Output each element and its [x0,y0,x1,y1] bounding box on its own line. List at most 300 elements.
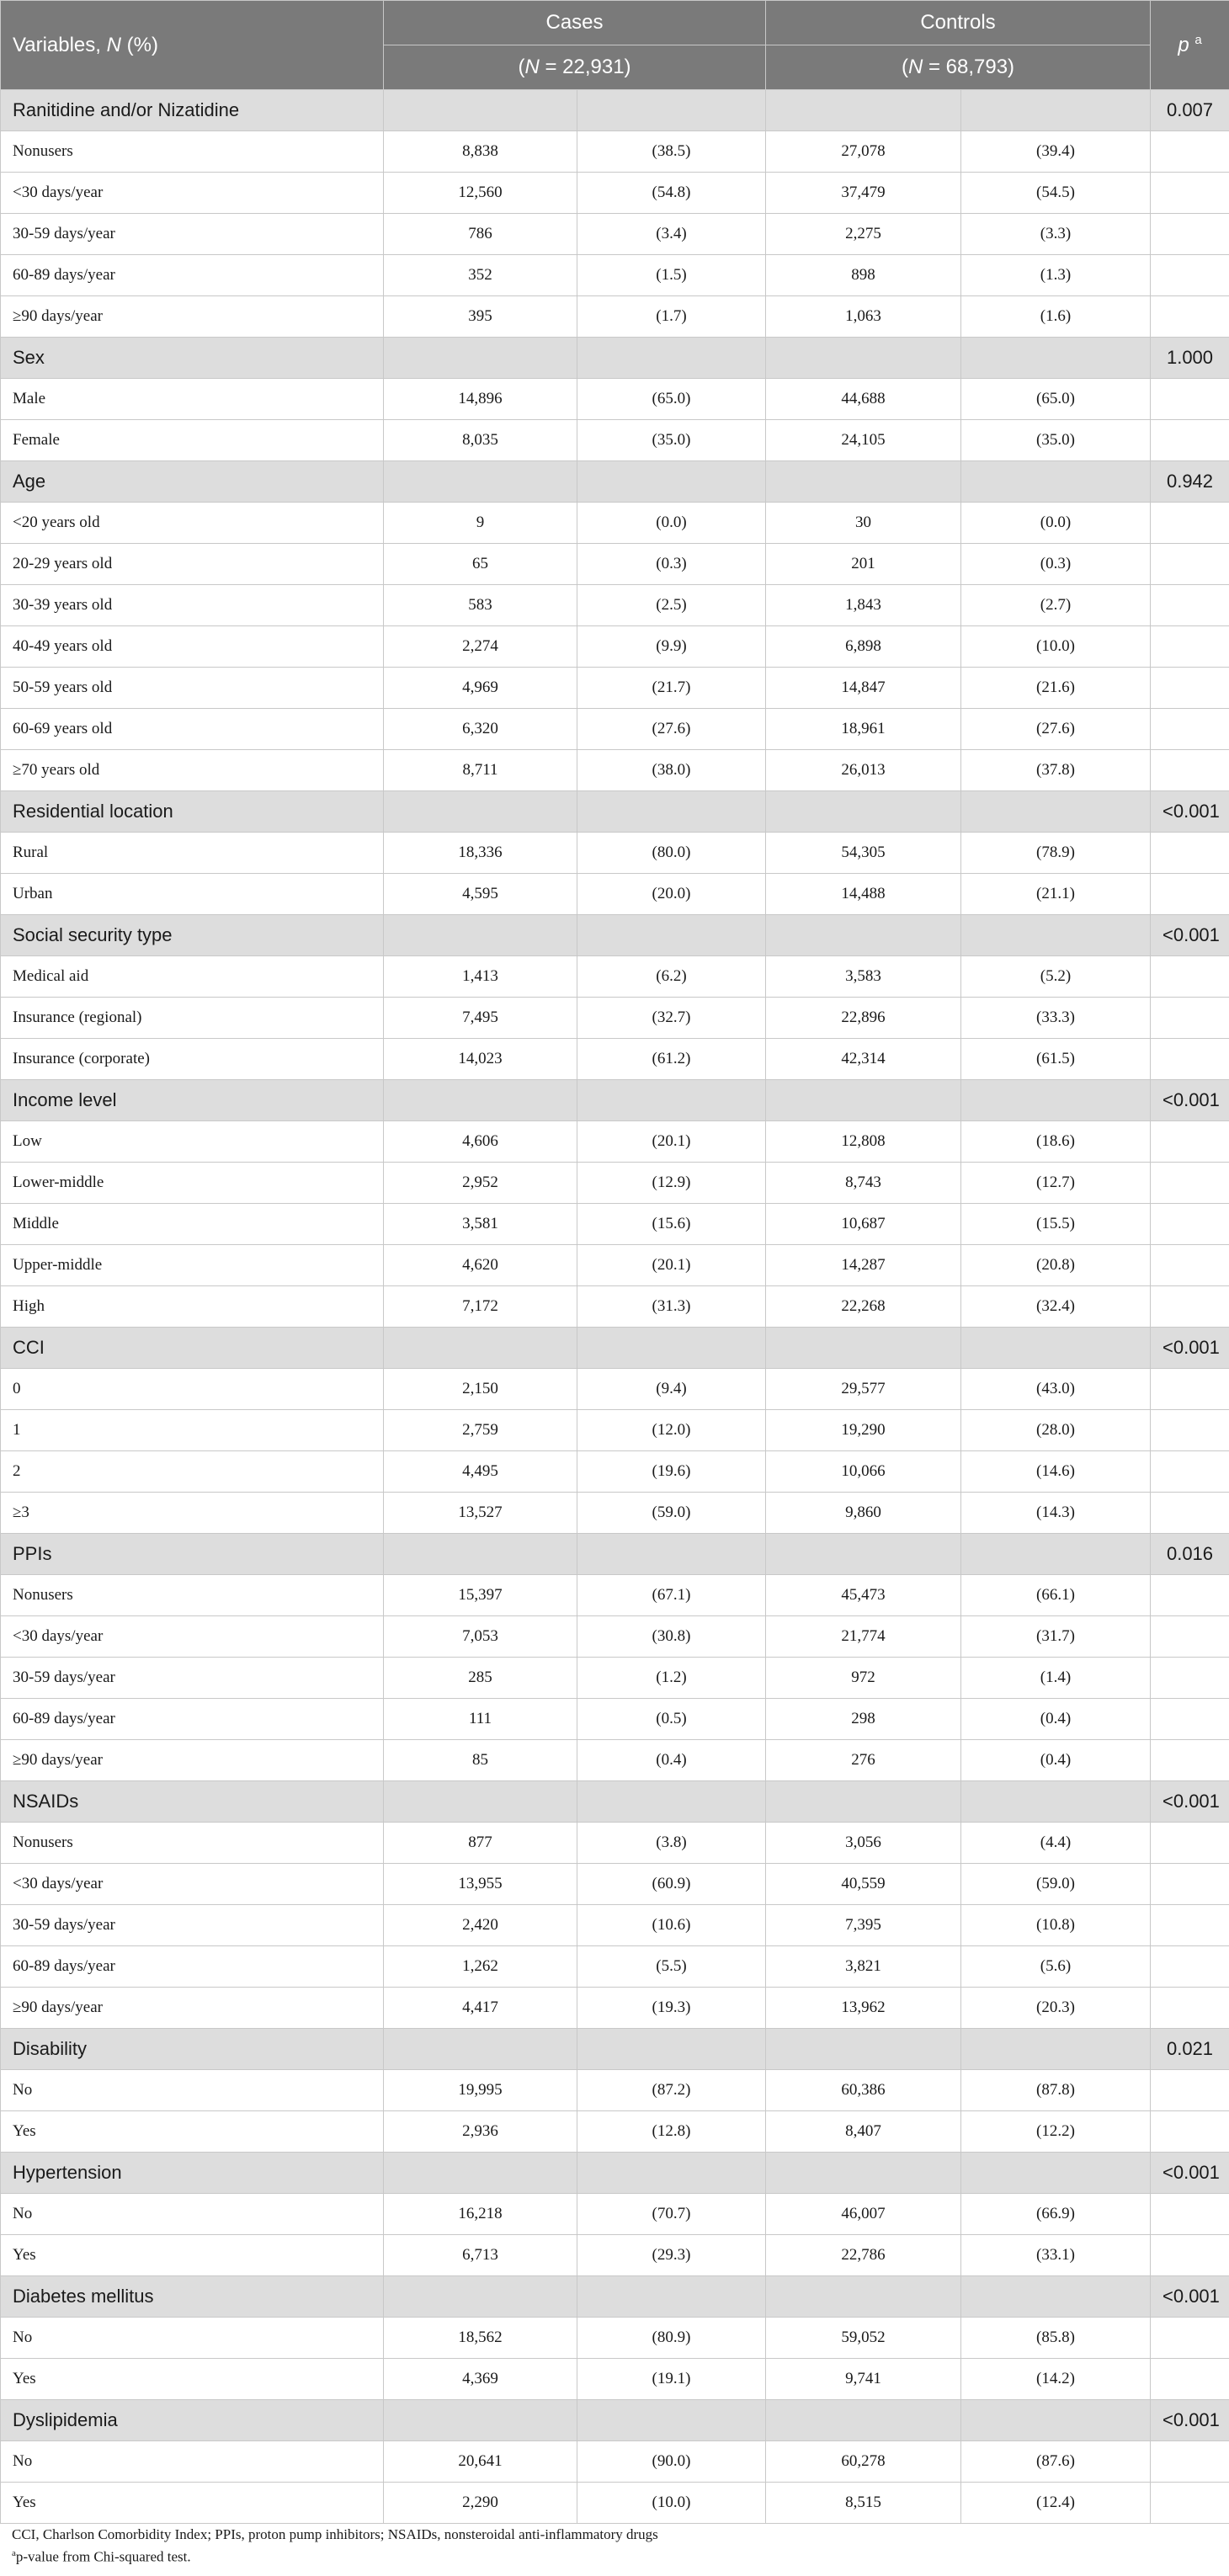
empty-cell [384,2400,577,2441]
controls-percent: (66.9) [961,2194,1151,2235]
cases-count: 4,620 [384,1245,577,1286]
cases-count: 2,290 [384,2483,577,2524]
cases-count: 4,595 [384,874,577,915]
cases-percent: (10.0) [577,2483,766,2524]
cases-percent: (19.1) [577,2359,766,2400]
empty-cell [384,461,577,503]
section-header-row [1,2276,1229,2318]
table-row [1,1616,1229,1658]
row-label: 30-39 years old [1,585,384,626]
empty-cell [577,915,766,956]
table-row [1,1575,1229,1616]
empty-cell [577,1781,766,1823]
cases-percent: (27.6) [577,709,766,750]
empty-p-cell [1151,1410,1229,1451]
row-label: Low [1,1121,384,1163]
controls-percent: (1.6) [961,296,1151,338]
empty-cell [577,90,766,131]
controls-percent: (27.6) [961,709,1151,750]
section-header-row [1,1781,1229,1823]
controls-percent: (20.8) [961,1245,1151,1286]
cases-percent: (19.3) [577,1988,766,2029]
controls-count: 1,063 [766,296,961,338]
cases-count: 14,896 [384,379,577,420]
cases-count: 2,952 [384,1163,577,1204]
section-name: NSAIDs [1,1781,384,1823]
controls-percent: (5.6) [961,1946,1151,1988]
cases-count: 6,320 [384,709,577,750]
empty-cell [384,338,577,379]
empty-cell [961,2400,1151,2441]
section-name: CCI [1,1328,384,1369]
table-row [1,296,1229,338]
section-p-value: <0.001 [1151,915,1229,956]
empty-p-cell [1151,2235,1229,2276]
empty-p-cell [1151,1451,1229,1493]
cases-count: 4,969 [384,668,577,709]
empty-p-cell [1151,1988,1229,2029]
empty-p-cell [1151,2359,1229,2400]
table-row [1,585,1229,626]
table-row [1,1905,1229,1946]
cases-count: 4,606 [384,1121,577,1163]
table-row [1,833,1229,874]
empty-cell [961,1781,1151,1823]
row-label: <20 years old [1,503,384,544]
row-label: Female [1,420,384,461]
section-header-row [1,2400,1229,2441]
controls-count: 10,066 [766,1451,961,1493]
empty-cell [766,1781,961,1823]
table-row [1,1451,1229,1493]
empty-p-cell [1151,874,1229,915]
table-row [1,379,1229,420]
row-label: 60-69 years old [1,709,384,750]
cases-percent: (15.6) [577,1204,766,1245]
table-row [1,1039,1229,1080]
controls-count: 6,898 [766,626,961,668]
row-label: 50-59 years old [1,668,384,709]
row-label: No [1,2070,384,2111]
section-p-value: <0.001 [1151,2276,1229,2318]
controls-count: 14,847 [766,668,961,709]
row-label: Yes [1,2483,384,2524]
controls-count: 19,290 [766,1410,961,1451]
cases-percent: (3.8) [577,1823,766,1864]
controls-percent: (12.4) [961,2483,1151,2524]
controls-percent: (78.9) [961,833,1151,874]
empty-cell [766,2400,961,2441]
cases-count: 4,417 [384,1988,577,2029]
empty-p-cell [1151,833,1229,874]
controls-count: 201 [766,544,961,585]
cases-percent: (70.7) [577,2194,766,2235]
section-header-row [1,2153,1229,2194]
abbreviations-note: CCI, Charlson Comorbidity Index; PPIs, proton pump inhibitors; NSAIDs, nonsteroidal anti-inflammatory drugs [12,2526,658,2542]
empty-p-cell [1151,1946,1229,1988]
empty-p-cell [1151,1163,1229,1204]
section-name: Age [1,461,384,503]
empty-p-cell [1151,2441,1229,2483]
cases-percent: (35.0) [577,420,766,461]
table-row [1,544,1229,585]
empty-cell [961,1534,1151,1575]
empty-p-cell [1151,2070,1229,2111]
section-p-value: <0.001 [1151,2400,1229,2441]
cases-percent: (1.5) [577,255,766,296]
cases-count: 877 [384,1823,577,1864]
table-row [1,626,1229,668]
row-label: No [1,2318,384,2359]
empty-p-cell [1151,379,1229,420]
section-name: PPIs [1,1534,384,1575]
empty-cell [766,1080,961,1121]
table-row [1,1946,1229,1988]
controls-percent: (85.8) [961,2318,1151,2359]
controls-percent: (28.0) [961,1410,1151,1451]
empty-p-cell [1151,1616,1229,1658]
section-name: Hypertension [1,2153,384,2194]
empty-cell [766,461,961,503]
row-label: Yes [1,2359,384,2400]
empty-p-cell [1151,1740,1229,1781]
empty-cell [577,2400,766,2441]
section-name: Ranitidine and/or Nizatidine [1,90,384,131]
controls-count: 3,821 [766,1946,961,1988]
controls-count: 18,961 [766,709,961,750]
row-label: 60-89 days/year [1,1699,384,1740]
empty-p-cell [1151,1121,1229,1163]
cases-count: 8,035 [384,420,577,461]
cases-count: 8,838 [384,131,577,173]
cases-percent: (10.6) [577,1905,766,1946]
table-row [1,998,1229,1039]
controls-count: 3,583 [766,956,961,998]
controls-percent: (65.0) [961,379,1151,420]
empty-cell [384,1080,577,1121]
cases-count: 285 [384,1658,577,1699]
cases-count: 2,936 [384,2111,577,2153]
empty-cell [384,791,577,833]
controls-percent: (0.0) [961,503,1151,544]
controls-count: 7,395 [766,1905,961,1946]
cases-percent: (1.7) [577,296,766,338]
empty-cell [577,461,766,503]
empty-p-cell [1151,1204,1229,1245]
empty-p-cell [1151,1286,1229,1328]
section-header-row [1,461,1229,503]
section-p-value: 0.007 [1151,90,1229,131]
empty-cell [961,915,1151,956]
empty-cell [766,1534,961,1575]
cases-count: 16,218 [384,2194,577,2235]
section-p-value: 0.016 [1151,1534,1229,1575]
cases-count: 8,711 [384,750,577,791]
controls-percent: (33.1) [961,2235,1151,2276]
empty-p-cell [1151,544,1229,585]
empty-p-cell [1151,1245,1229,1286]
table-row [1,173,1229,214]
empty-cell [384,2153,577,2194]
empty-p-cell [1151,2111,1229,2153]
table-row [1,1286,1229,1328]
row-label: ≥3 [1,1493,384,1534]
table-row [1,874,1229,915]
cases-count: 20,641 [384,2441,577,2483]
row-label: Rural [1,833,384,874]
row-label: 60-89 days/year [1,1946,384,1988]
row-label: 30-59 days/year [1,1905,384,1946]
controls-percent: (20.3) [961,1988,1151,2029]
empty-p-cell [1151,2483,1229,2524]
empty-cell [961,1080,1151,1121]
empty-cell [766,2276,961,2318]
cases-count: 4,495 [384,1451,577,1493]
cases-count: 786 [384,214,577,255]
empty-cell [961,461,1151,503]
table-row [1,255,1229,296]
empty-p-cell [1151,214,1229,255]
empty-cell [577,1534,766,1575]
table-row [1,1740,1229,1781]
controls-column-header: Controls [766,1,1151,45]
controls-count: 60,386 [766,2070,961,2111]
cases-percent: (3.4) [577,214,766,255]
cases-percent: (20.0) [577,874,766,915]
empty-p-cell [1151,1823,1229,1864]
cases-count: 13,527 [384,1493,577,1534]
row-label: Yes [1,2111,384,2153]
table-body [1,90,1229,2524]
cases-count: 395 [384,296,577,338]
cases-count: 85 [384,1740,577,1781]
cases-count: 14,023 [384,1039,577,1080]
section-name: Income level [1,1080,384,1121]
empty-cell [577,791,766,833]
table-row [1,2111,1229,2153]
controls-count: 46,007 [766,2194,961,2235]
cases-count: 9 [384,503,577,544]
cases-percent: (61.2) [577,1039,766,1080]
controls-percent: (59.0) [961,1864,1151,1905]
cases-count: 65 [384,544,577,585]
empty-cell [766,90,961,131]
cases-column-header: Cases [384,1,766,45]
cases-percent: (31.3) [577,1286,766,1328]
section-header-row [1,1534,1229,1575]
controls-percent: (87.8) [961,2070,1151,2111]
table-row [1,1369,1229,1410]
controls-percent: (35.0) [961,420,1151,461]
controls-percent: (12.7) [961,1163,1151,1204]
cases-percent: (38.0) [577,750,766,791]
controls-percent: (1.4) [961,1658,1151,1699]
cases-percent: (60.9) [577,1864,766,1905]
controls-percent: (18.6) [961,1121,1151,1163]
section-p-value: <0.001 [1151,791,1229,833]
section-name: Sex [1,338,384,379]
section-name: Dyslipidemia [1,2400,384,2441]
row-label: ≥90 days/year [1,1988,384,2029]
empty-cell [766,791,961,833]
cases-count: 7,172 [384,1286,577,1328]
row-label: 2 [1,1451,384,1493]
row-label: <30 days/year [1,1864,384,1905]
controls-count: 898 [766,255,961,296]
controls-percent: (14.2) [961,2359,1151,2400]
row-label: No [1,2194,384,2235]
row-label: 20-29 years old [1,544,384,585]
section-header-row [1,2029,1229,2070]
cases-count: 111 [384,1699,577,1740]
cases-percent: (5.5) [577,1946,766,1988]
controls-count: 22,268 [766,1286,961,1328]
controls-count: 26,013 [766,750,961,791]
cases-count: 13,955 [384,1864,577,1905]
table-row [1,2070,1229,2111]
row-label: <30 days/year [1,1616,384,1658]
cases-count: 2,150 [384,1369,577,1410]
empty-cell [961,2276,1151,2318]
table-row [1,1493,1229,1534]
empty-cell [577,1328,766,1369]
cases-percent: (0.4) [577,1740,766,1781]
cases-count: 3,581 [384,1204,577,1245]
controls-count: 45,473 [766,1575,961,1616]
row-label: ≥90 days/year [1,296,384,338]
empty-p-cell [1151,173,1229,214]
section-p-value: <0.001 [1151,2153,1229,2194]
controls-percent: (31.7) [961,1616,1151,1658]
controls-count: 972 [766,1658,961,1699]
section-p-value: <0.001 [1151,1080,1229,1121]
cases-percent: (59.0) [577,1493,766,1534]
row-label: Upper-middle [1,1245,384,1286]
cases-percent: (0.3) [577,544,766,585]
cases-percent: (0.0) [577,503,766,544]
controls-count: 9,860 [766,1493,961,1534]
controls-percent: (14.3) [961,1493,1151,1534]
cases-percent: (6.2) [577,956,766,998]
empty-p-cell [1151,1699,1229,1740]
table-row [1,420,1229,461]
table-row [1,2318,1229,2359]
controls-percent: (33.3) [961,998,1151,1039]
empty-cell [766,338,961,379]
empty-cell [766,2153,961,2194]
empty-p-cell [1151,1658,1229,1699]
cases-count: 18,336 [384,833,577,874]
controls-count: 14,287 [766,1245,961,1286]
controls-percent: (0.4) [961,1699,1151,1740]
controls-percent: (54.5) [961,173,1151,214]
cases-count: 19,995 [384,2070,577,2111]
table-row [1,668,1229,709]
cases-count: 7,053 [384,1616,577,1658]
table-row [1,2359,1229,2400]
controls-count: 59,052 [766,2318,961,2359]
cases-percent: (90.0) [577,2441,766,2483]
row-label: Nonusers [1,1823,384,1864]
empty-p-cell [1151,2194,1229,2235]
table-row [1,2441,1229,2483]
cases-percent: (87.2) [577,2070,766,2111]
controls-percent: (10.8) [961,1905,1151,1946]
empty-cell [577,338,766,379]
table-footnotes [12,2525,1216,2567]
cases-count: 2,420 [384,1905,577,1946]
cases-count: 2,274 [384,626,577,668]
cases-percent: (54.8) [577,173,766,214]
controls-count: 14,488 [766,874,961,915]
controls-percent: (66.1) [961,1575,1151,1616]
controls-count: 276 [766,1740,961,1781]
empty-cell [577,1080,766,1121]
table-row [1,1699,1229,1740]
table-row [1,1410,1229,1451]
cases-count: 1,413 [384,956,577,998]
p-value-column-header: p $^a$ [1151,1,1229,90]
cases-percent: (12.9) [577,1163,766,1204]
empty-cell [961,2153,1151,2194]
empty-p-cell [1151,1493,1229,1534]
section-header-row [1,90,1229,131]
controls-percent: (0.4) [961,1740,1151,1781]
section-p-value: 0.021 [1151,2029,1229,2070]
controls-percent: (12.2) [961,2111,1151,2153]
controls-sample-size: (N = 68,793) [766,45,1151,90]
cases-count: 12,560 [384,173,577,214]
row-label: 1 [1,1410,384,1451]
table-row [1,1988,1229,2029]
section-header-row [1,915,1229,956]
controls-percent: (3.3) [961,214,1151,255]
empty-cell [766,2029,961,2070]
empty-cell [384,1534,577,1575]
empty-p-cell [1151,1864,1229,1905]
section-name: Disability [1,2029,384,2070]
row-label: 60-89 days/year [1,255,384,296]
controls-count: 44,688 [766,379,961,420]
empty-p-cell [1151,503,1229,544]
section-p-value: 1.000 [1151,338,1229,379]
controls-percent: (2.7) [961,585,1151,626]
controls-percent: (10.0) [961,626,1151,668]
row-label: Yes [1,2235,384,2276]
empty-cell [766,915,961,956]
table-row [1,2235,1229,2276]
cases-percent: (32.7) [577,998,766,1039]
empty-p-cell [1151,750,1229,791]
empty-cell [384,1781,577,1823]
cases-percent: (38.5) [577,131,766,173]
row-label: Insurance (corporate) [1,1039,384,1080]
empty-cell [961,90,1151,131]
empty-cell [384,2029,577,2070]
row-label: ≥90 days/year [1,1740,384,1781]
cases-count: 1,262 [384,1946,577,1988]
empty-p-cell [1151,1039,1229,1080]
row-label: Medical aid [1,956,384,998]
controls-count: 37,479 [766,173,961,214]
cases-percent: (20.1) [577,1245,766,1286]
controls-percent: (14.6) [961,1451,1151,1493]
row-label: Middle [1,1204,384,1245]
row-label: 30-59 days/year [1,214,384,255]
controls-count: 1,843 [766,585,961,626]
empty-cell [384,1328,577,1369]
row-label: ≥70 years old [1,750,384,791]
